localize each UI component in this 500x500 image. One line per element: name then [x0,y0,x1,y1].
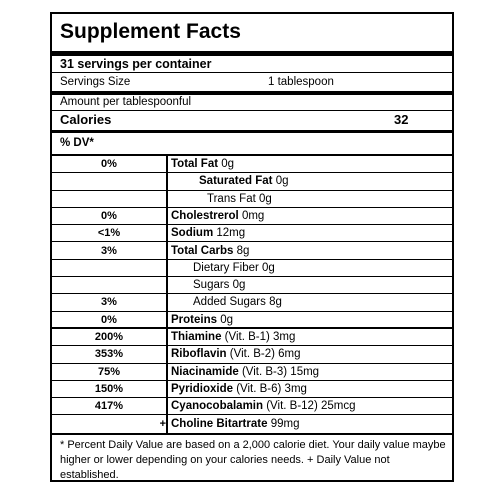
supplement-facts-panel [50,12,454,482]
table-row [52,398,452,415]
daily-value-percent: 3% [101,244,117,257]
daily-value-percent: 200% [94,331,124,343]
nutrient-bold-label: Sodium [171,227,214,240]
daily-value-percent: 417% [94,400,124,413]
serving-size-label: Servings Size [60,76,131,88]
nutrient-bold-label: Thiamine [171,331,222,343]
table-row [52,416,452,433]
daily-value-percent: 75% [97,365,121,378]
serving-size-value: 1 tablespoon [268,76,334,88]
divider [52,72,452,73]
nutrient-amount: 0mg [238,209,265,222]
table-row [52,312,452,329]
nutrient-name [171,243,249,260]
table-row [52,329,452,346]
table-row [52,173,452,190]
table-row [52,156,452,173]
daily-value-percent: <1% [97,227,121,240]
nutrient-bold-label: Pyridioxide [171,382,233,395]
nutrient-bold-label: Cholestrerol [171,209,239,222]
nutrient-name [171,225,245,242]
footnote: * Percent Daily Value are based on a 2,000 calorie diet. Your daily value maybe higher or lower depending on your calories needs. + Daily Value not established. [60,439,446,481]
table-row [52,294,452,311]
daily-value-percent: 3% [101,296,117,309]
nutrient-amount: Sugars 0g [193,279,246,292]
nutrient-bold-label: Cyanocobalamin [171,400,264,413]
daily-value-percent: 0% [101,209,117,222]
table-row [52,346,452,363]
table-row [52,225,452,242]
nutrient-bold-label: Niacinamide [171,365,239,378]
title-divider [52,51,452,56]
nutrient-amount: 0g [217,313,234,326]
nutrient-name [171,398,356,415]
nutrient-amount: 8g [233,244,250,257]
dv-not-established-mark: + [159,417,166,430]
nutrient-amount: 0g [218,158,235,170]
table-row [52,191,452,208]
servings-per-container: 31 servings per container [60,57,212,71]
calories-label: Calories [60,112,112,127]
table-row [52,260,452,277]
nutrient-name [171,416,299,433]
nutrient-name [193,294,282,311]
table-row [52,277,452,294]
nutrient-name [171,208,264,225]
nutrient-amount: 0g [272,175,289,188]
nutrient-bold-label: Choline Bitartrate [171,417,268,430]
daily-value-percent: 0% [101,158,117,170]
nutrient-amount: Dietary Fiber 0g [193,261,275,274]
nutrient-amount: (Vit. B-1) 3mg [221,331,296,343]
nutrient-bold-label: Proteins [171,313,218,326]
nutrient-amount: (Vit. B-2) 6mg [226,348,301,361]
table-row [52,208,452,225]
nutrient-name [171,156,234,173]
nutrient-amount: Added Sugars 8g [193,296,282,309]
nutrient-bold-label: Total Carbs [171,244,234,257]
nutrient-name [199,173,289,190]
nutrient-bold-label: Total Fat [171,158,219,170]
nutrient-amount: (Vit. B-12) 25mcg [263,400,356,413]
panel-title: Supplement Facts [60,20,241,43]
table-row [52,243,452,260]
nutrient-name [171,329,295,346]
nutrient-name [171,346,301,363]
table-row [52,364,452,381]
divider-thick [52,130,452,133]
table-row [52,381,452,398]
amount-per-serving: Amount per tablespoonful [60,96,192,108]
nutrient-name [171,381,307,398]
footnote-divider [52,433,452,435]
daily-value-percent: 0% [101,313,117,326]
nutrient-amount: Trans Fat 0g [207,192,272,205]
nutrient-amount: (Vit. B-6) 3mg [233,382,307,395]
nutrient-bold-label: Saturated Fat [199,175,273,188]
divider [52,110,452,111]
nutrient-bold-label: Riboflavin [171,348,227,361]
nutrient-name [193,277,245,294]
nutrient-amount: 12mg [213,227,246,240]
daily-value-percent: 150% [94,382,124,395]
calories-value: 32 [394,112,409,127]
daily-value-percent: 353% [94,348,124,361]
nutrient-name [193,260,275,277]
nutrient-name [171,364,319,381]
dv-header: % DV* [60,137,94,149]
nutrient-name [207,191,272,208]
nutrient-amount: (Vit. B-3) 15mg [238,365,320,378]
nutrient-amount: 99mg [267,417,300,430]
